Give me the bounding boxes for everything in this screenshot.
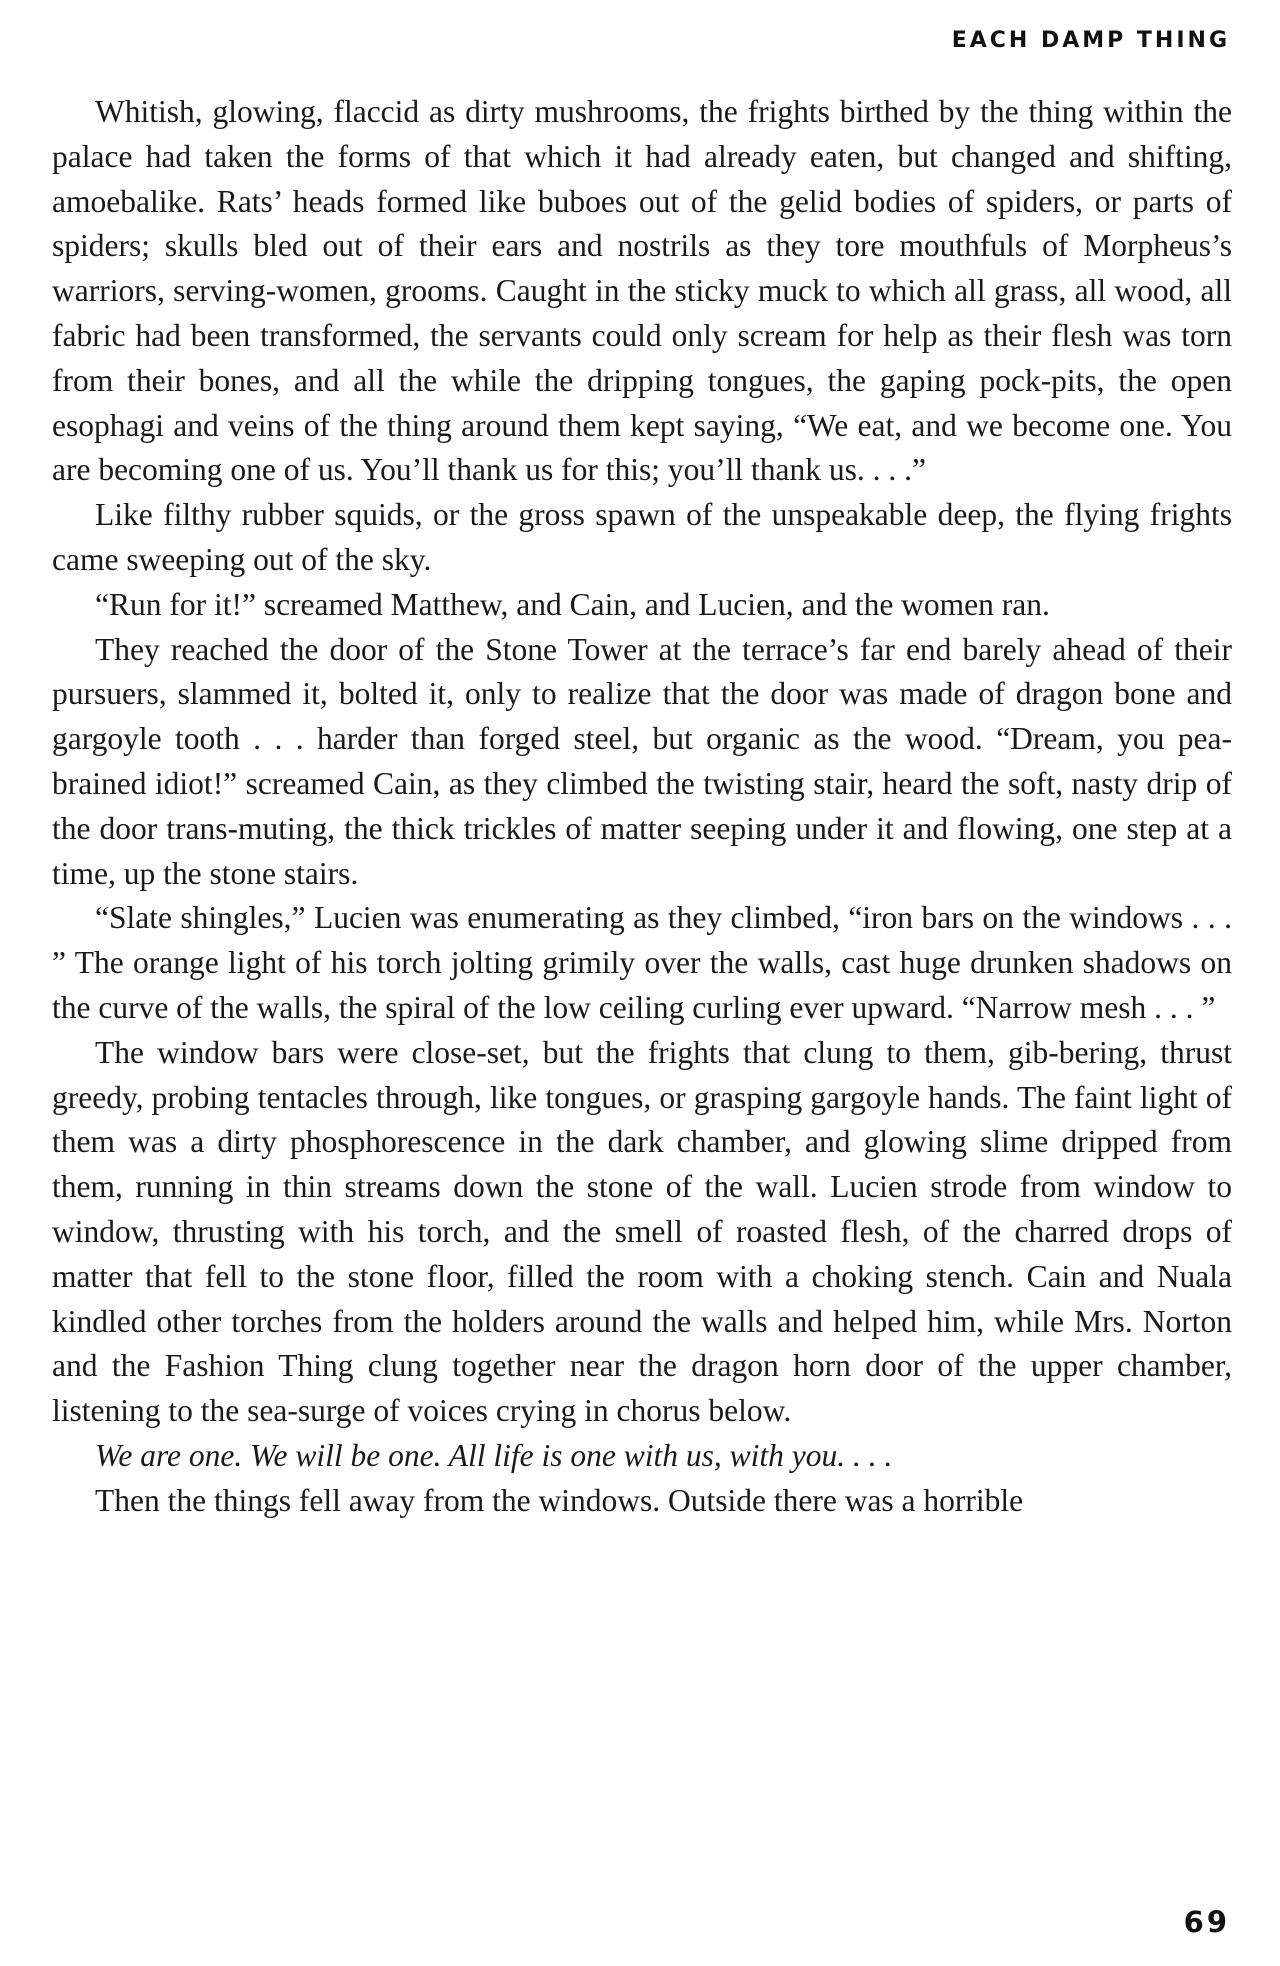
page-number: 69 xyxy=(1183,1905,1230,1939)
paragraph-window-bars: The window bars were close-set, but the frights that clung to them, gib-bering, thrust greedy, probing tentacles through, like tongues, or grasping gargoyle hands. The faint light of them was a dirty phosphorescence in the dark chamber, and glowing slime dripped from them, running in thin streams down the stone of the wall. Lucien strode from window to window, thrusting with his torch, and the smell of roasted flesh, of the charred drops of matter that fell to the stone floor, filled the room with a choking stench. Cain and Nuala kindled other torches from the holders around the walls and helped him, while Mrs. Norton and the Fashion Thing clung together near the dragon horn door of the upper chamber, listening to the sea-surge of voices crying in chorus below. xyxy=(52,1034,1232,1429)
paragraph-slate-shingles: “Slate shingles,” Lucien was enumerating as they climbed, “iron bars on the windows . . . ” The orange light of his torch jolting grimily over the walls, cast huge drunken shadows on the curve of the walls, the spiral of the low ceiling curling ever upward. “Narrow mesh . . . ” xyxy=(52,900,1232,1025)
paragraph-stone-tower: They reached the door of the Stone Tower at the terrace’s far end barely ahead of their pursuers, slammed it, bolted it, only to realize that the door was made of dragon bone and gargoyle tooth . . . harder than forged steel, but organic as the wood. “Dream, you pea-brained idiot!” screamed Cain, as they climbed the twisting stair, heard the soft, nasty drip of the door trans-muting, the thick trickles of matter seeping under it and flowing, one step at a time, up the stone stairs. xyxy=(52,631,1232,891)
body-text xyxy=(52,90,1232,1524)
running-head: EACH DAMP THING xyxy=(951,28,1230,53)
paragraph-chorus-italic: We are one. We will be one. All life is one with us, with you. . . . xyxy=(95,1437,893,1473)
paragraph-run-for-it: “Run for it!” screamed Matthew, and Cain, and Lucien, and the women ran. xyxy=(95,586,1050,622)
paragraph-things-fell-away: Then the things fell away from the windows. Outside there was a horrible xyxy=(95,1482,1024,1518)
paragraph-flying-frights: Like filthy rubber squids, or the gross spawn of the unspeakable deep, the flying frights came sweeping out of the sky. xyxy=(52,497,1232,577)
paragraph-frights-description: Whitish, glowing, flaccid as dirty mushrooms, the frights birthed by the thing within the palace had taken the forms of that which it had already eaten, but changed and shifting, amoebalike. Rats’ heads formed like buboes out of the gelid bodies of spiders, or parts of spiders; skulls bled out of their ears and nostrils as they tore mouthfuls of Morpheus’s warriors, serving-women, grooms. Caught in the sticky muck to which all grass, all wood, all fabric had been transformed, the servants could only scream for help as their flesh was torn from their bones, and all the while the dripping tongues, the gaping pock-pits, the open esophagi and veins of the thing around them kept saying, “We eat, and we become one. You are becoming one of us. You’ll thank us for this; you’ll thank us. . . .” xyxy=(52,94,1232,488)
